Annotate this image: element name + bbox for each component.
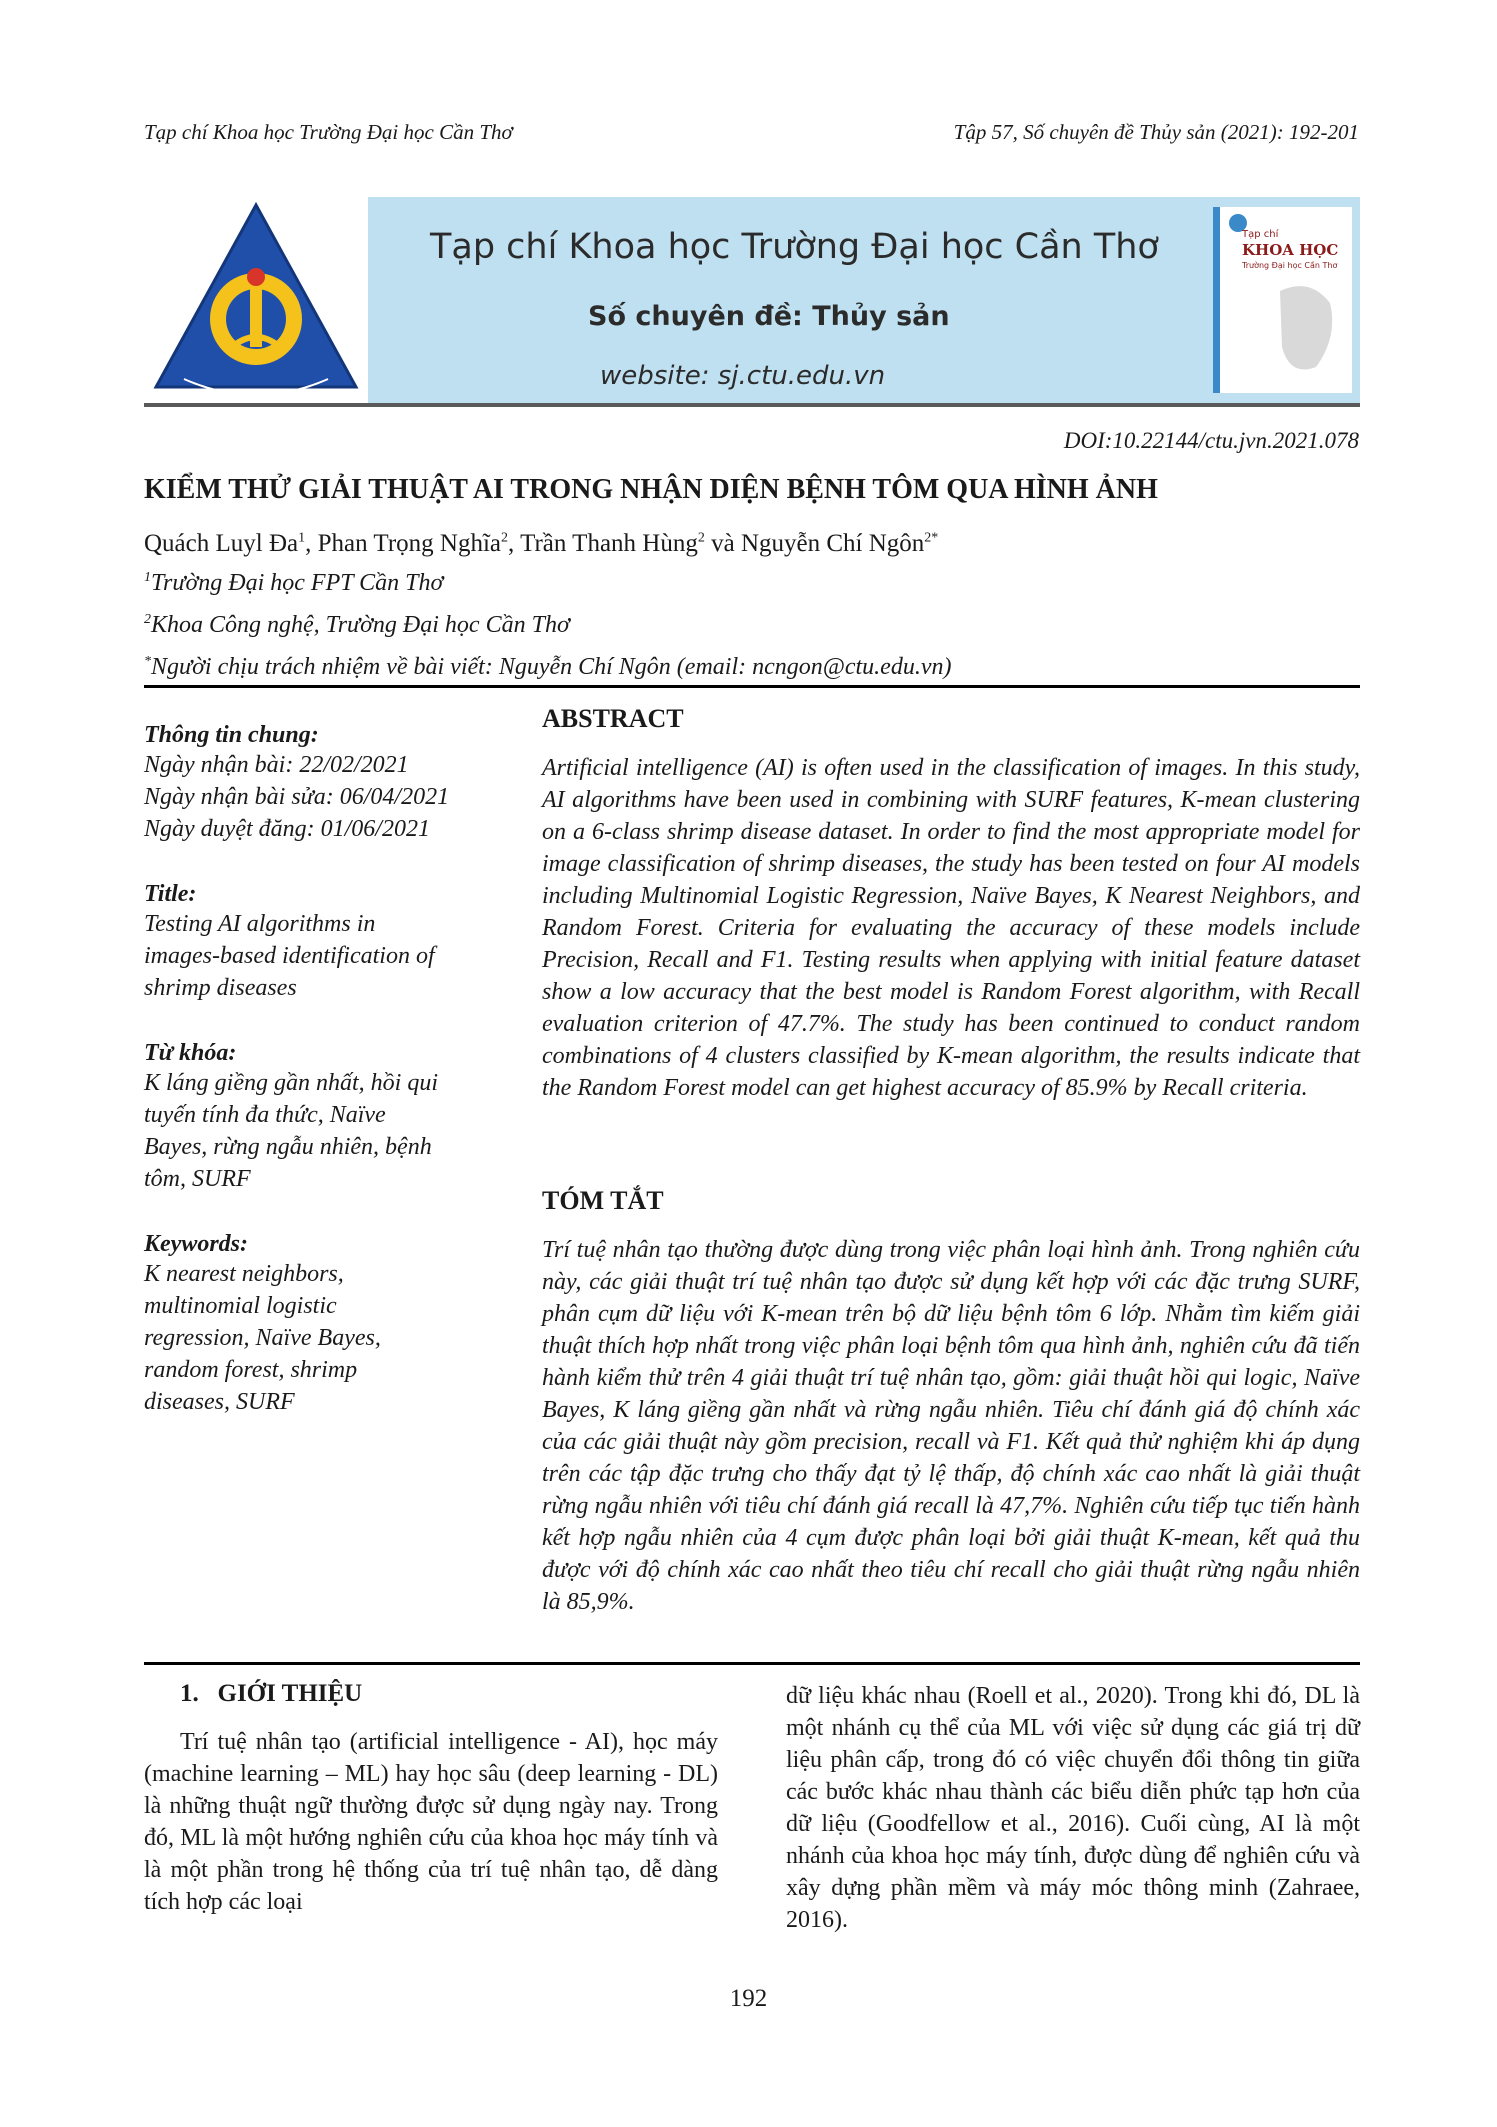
affiliation-corresponding xyxy=(144,654,951,681)
title-heading: Title: xyxy=(144,881,197,907)
english-title-line: Testing AI algorithms in xyxy=(144,911,376,937)
intro-right-text: dữ liệu khác nhau (Roell et al., 2020). Trong khi đó, DL là một nhánh cụ thể của ML với việc sử dụng các giá trị dữ liệu phân cấp, trong đó có việc chuyển đổi thông tin giữa các bước khác nhau thành các biểu diễn phức tạp hơn của dữ liệu (Goodfellow et al., 2016). Cuối cùng, AI là một nhánh của khoa học máy tính, được dùng để nghiên cứu và xây dựng phần mềm và máy móc thông minh (Zahraee, 2016). xyxy=(786,1683,1360,1933)
abstract-text: Artificial intelligence (AI) is often used in the classification of images. In this study, AI algorithms have been used in combining with SURF features, K-mean clustering on a 6-class shrimp disease dataset. In order to find the most appropriate model for image classification of shrimp diseases, the study has been tested on four AI models including Multinomial Logistic Regression, Naïve Bayes, K Nearest Neighbors, and Random Forest. Criteria for evaluating the accuracy of these models include Precision, Recall and F1. Testing results when applying with initial feature dataset show a low accuracy that the best model is Random Forest algorithm, with Recall evaluation criterion of 47.7%. The study has been continued to conduct random combinations of 4 clusters classified by K-mean algorithm, the results indicate that the Random Forest model can get highest accuracy of 85.9% by Recall criteria. xyxy=(542,755,1360,1101)
cover-line3: Trường Đại học Cần Thơ xyxy=(1242,261,1338,270)
author-sep: , xyxy=(305,530,318,557)
author-sup: 1 xyxy=(298,530,306,546)
keywords-line: K nearest neighbors, xyxy=(144,1261,344,1287)
keywords-line: regression, Naïve Bayes, xyxy=(144,1325,381,1351)
tomtat-heading: TÓM TẮT xyxy=(542,1186,664,1215)
keywords-line: diseases, SURF xyxy=(144,1389,295,1415)
keywords-line: random forest, shrimp xyxy=(144,1357,358,1383)
banner-subtitle: Số chuyên đề: Thủy sản xyxy=(588,301,950,332)
banner-title: Tạp chí Khoa học Trường Đại học Cần Thơ xyxy=(430,227,1159,267)
author-name: Trần Thanh Hùng xyxy=(520,530,698,557)
banner-website: website: sj.ctu.edu.vn xyxy=(600,361,886,391)
affiliation-sup: 2 xyxy=(144,612,151,627)
journal-cover-thumbnail xyxy=(1213,207,1352,393)
page-number: 192 xyxy=(729,1985,768,2012)
author-list xyxy=(144,530,938,558)
author-sup: 2 xyxy=(697,530,705,546)
author-name: Phan Trọng Nghĩa xyxy=(317,530,501,557)
affiliation-sup: 1 xyxy=(144,570,151,585)
paper-title: KIỂM THỬ GIẢI THUẬT AI TRONG NHẬN DIỆN BỆNH TÔM QUA HÌNH ẢNH xyxy=(144,474,1158,505)
intro-left-text: Trí tuệ nhân tạo (artificial intelligence - AI), học máy (machine learning – ML) hay học sâu (deep learning - DL) là những thuật ngữ thường được sử dụng ngày nay. Trong đó, ML là một hướng nghiên cứu của khoa học máy tính và là một phần trong hệ thống của trí tuệ nhân tạo, dễ dàng tích hợp các loại xyxy=(144,1729,718,1915)
keywords-heading: Keywords: xyxy=(144,1231,248,1257)
tukhoa-line: tôm, SURF xyxy=(144,1166,251,1192)
affiliation-sup: * xyxy=(144,654,151,669)
tomtat-text: Trí tuệ nhân tạo thường được dùng trong việc phân loại hình ảnh. Trong nghiên cứu này, các giải thuật trí tuệ nhân tạo được sử dụng kết hợp với các đặc trưng SURF, phân cụm dữ liệu với K-mean trên bộ dữ liệu bệnh tôm 6 lớp. Nhằm tìm kiếm giải thuật thích hợp nhất trong việc phân loại bệnh tôm qua hình ảnh, nghiên cứu đã tiến hành kiểm thử trên 4 giải thuật trí tuệ nhân tạo, gồm: giải thuật hồi qui logic, Naïve Bayes, K láng giềng gần nhất và rừng ngẫu nhiên. Tiêu chí đánh giá độ chính xác của các giải thuật này gồm precision, recall và F1. Kết quả thử nghiệm khi áp dụng trên các tập đặc trưng cho thấy đạt tỷ lệ thấp, độ chính xác cao nhất là giải thuật rừng ngẫu nhiên với tiêu chí đánh giá recall là 47,7%. Nghiên cứu tiếp tục tiến hành kết hợp ngẫu nhiên của 4 cụm được phân loại bởi giải thuật K-mean, kết quả thu được với độ chính xác cao nhất theo tiêu chí recall cho giải thuật rừng ngẫu nhiên là 85,9%. xyxy=(542,1237,1360,1615)
doi: DOI:10.22144/ctu.jvn.2021.078 xyxy=(1063,428,1359,453)
date-accepted: Ngày duyệt đăng: 01/06/2021 xyxy=(144,816,430,842)
running-header-left: Tạp chí Khoa học Trường Đại học Cần Thơ xyxy=(144,120,513,144)
running-header-right: Tập 57, Số chuyên đề Thủy sản (2021): 192-201 xyxy=(953,120,1359,144)
affiliation-1 xyxy=(144,570,443,597)
date-revised: Ngày nhận bài sửa: 06/04/2021 xyxy=(144,784,450,810)
university-logo xyxy=(144,197,368,403)
affiliation-text: Trường Đại học FPT Cần Thơ xyxy=(151,570,444,596)
author-name: Nguyễn Chí Ngôn xyxy=(740,530,925,557)
author-name: Quách Luyl Đa xyxy=(144,530,299,557)
tukhoa-line: tuyến tính đa thức, Naïve xyxy=(144,1102,386,1128)
keywords-line: multinomial logistic xyxy=(144,1293,337,1319)
tukhoa-heading: Từ khóa: xyxy=(144,1040,237,1066)
author-sup: 2 xyxy=(501,530,508,546)
affiliation-text: Người chịu trách nhiệm về bài viết: Nguyễn Chí Ngôn (email: ncngon@ctu.edu.vn) xyxy=(151,654,952,680)
affiliation-text: Khoa Công nghệ, Trường Đại học Cần Thơ xyxy=(151,612,570,638)
section-rule-top xyxy=(144,685,1360,688)
affiliation-2 xyxy=(144,612,570,639)
tukhoa-line: Bayes, rừng ngẫu nhiên, bệnh xyxy=(144,1134,432,1160)
author-sep: , xyxy=(508,530,521,557)
article-info-sidebar xyxy=(144,722,504,1418)
date-received: Ngày nhận bài: 22/02/2021 xyxy=(144,752,409,778)
author-sup: 2* xyxy=(924,530,939,546)
english-title-line: images-based identification of xyxy=(144,943,435,969)
cover-line2: KHOA HỌC xyxy=(1242,241,1339,259)
author-sep: và xyxy=(704,530,741,557)
journal-banner xyxy=(144,197,1360,407)
cover-line1: Tạp chí xyxy=(1242,229,1279,240)
english-title-line: shrimp diseases xyxy=(144,975,297,1001)
intro-heading: 1. GIỚI THIỆU xyxy=(180,1680,363,1707)
abstract-heading: ABSTRACT xyxy=(542,704,684,733)
section-rule-bottom xyxy=(144,1662,1360,1665)
info-heading: Thông tin chung: xyxy=(144,722,319,748)
tukhoa-line: K láng giềng gần nhất, hồi qui xyxy=(144,1070,438,1096)
